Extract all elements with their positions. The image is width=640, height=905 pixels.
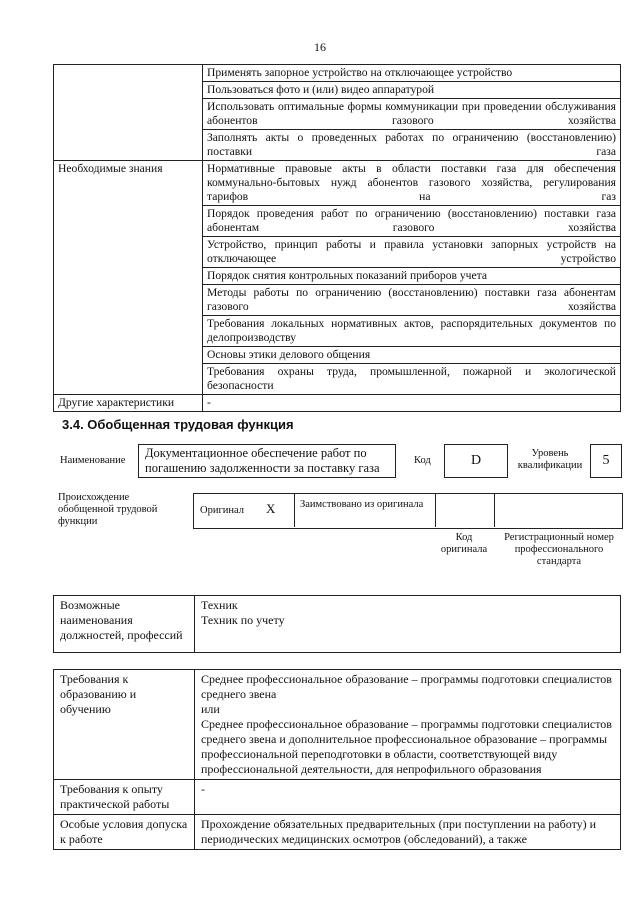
origin-label: Происхождение обобщенной трудовой функции — [58, 492, 158, 527]
knowledge-label: Необходимые знания — [54, 161, 203, 395]
skill-row: Заполнять акты о проведенных работах по ограничению (восстановлению) поставки газа — [203, 130, 621, 161]
positions-label: Возможные наименования должностей, профессий — [54, 596, 195, 653]
positions-table — [53, 595, 621, 653]
original-mark: X — [266, 501, 276, 516]
knowledge-row: Порядок проведения работ по ограничению (восстановлению) поставки газа абонентам газового хозяйства — [203, 206, 621, 237]
knowledge-row: Методы работы по ограничению (восстановлению) поставки газа абонентам газового хозяйства — [203, 285, 621, 316]
table-row — [54, 161, 621, 206]
other-value: - — [203, 395, 621, 412]
table-row — [54, 815, 621, 850]
knowledge-row: Основы этики делового общения — [203, 347, 621, 364]
skill-row: Использовать оптимальные формы коммуникации при проведении обслуживания абонентов газового хозяйства — [203, 99, 621, 130]
code-value: D — [444, 444, 508, 478]
positions-values: Техник Техник по учету — [195, 596, 621, 653]
other-label: Другие характеристики — [54, 395, 203, 412]
knowledge-row: Нормативные правовые акты в области поставки газа для обеспечения коммунально-бытовых нужд абонентов газового хозяйства, регулирования тарифов на газ — [203, 161, 621, 206]
original-label: Оригинал — [200, 505, 244, 516]
requirement-value: Среднее профессиональное образование – программы подготовки специалистов среднего звена или Среднее профессиональное образование – программы подготовки специалистов среднего звена и дополнительное профессиональное образование – программы профессиональной переподготовки в области, соответствующей виду профессиональной деятельности, для непрофильного образования — [195, 670, 621, 780]
name-label: Наименование — [60, 455, 126, 466]
requirement-label: Требования к образованию и обучению — [54, 670, 195, 780]
knowledge-row: Устройство, принцип работы и правила установки запорных устройств на отключающее устройство — [203, 237, 621, 268]
borrowed-label: Заимствовано из оригинала — [300, 499, 424, 510]
knowledge-row: Требования локальных нормативных актов, распорядительных документов по делопроизводству — [203, 316, 621, 347]
requirement-label: Особые условия допуска к работе — [54, 815, 195, 850]
level-label: Уровень квалификации — [517, 448, 583, 471]
origin-divider — [434, 493, 495, 527]
requirement-label: Требования к опыту практической работы — [54, 780, 195, 815]
requirement-value: Прохождение обязательных предварительных (при поступлении на работу) и периодических медицинских осмотров (обследований), а также — [195, 815, 621, 850]
function-name-value: Документационное обеспечение работ по погашению задолженности за поставку газа — [138, 444, 396, 478]
requirement-value: - — [195, 780, 621, 815]
code-label: Код — [414, 455, 431, 466]
skills-label-cell — [54, 65, 203, 161]
skill-row: Применять запорное устройство на отключающее устройство — [203, 65, 621, 82]
page-number: 16 — [314, 40, 326, 54]
code-original-label: Код оригинала — [440, 532, 488, 555]
skill-row: Пользоваться фото и (или) видео аппаратурой — [203, 82, 621, 99]
knowledge-row: Порядок снятия контрольных показаний приборов учета — [203, 268, 621, 285]
table-row — [54, 780, 621, 815]
section-title: 3.4. Обобщенная трудовая функция — [62, 417, 294, 432]
table-row — [54, 670, 621, 780]
reg-number-label: Регистрационный номер профессионального стандарта — [504, 532, 614, 567]
requirements-table — [53, 669, 621, 850]
table-row — [54, 65, 621, 82]
skills-knowledge-table — [53, 64, 621, 412]
level-value: 5 — [590, 444, 622, 478]
table-row — [54, 596, 621, 653]
knowledge-row: Требования охраны труда, промышленной, пожарной и экологической безопасности — [203, 364, 621, 395]
table-row — [54, 395, 621, 412]
